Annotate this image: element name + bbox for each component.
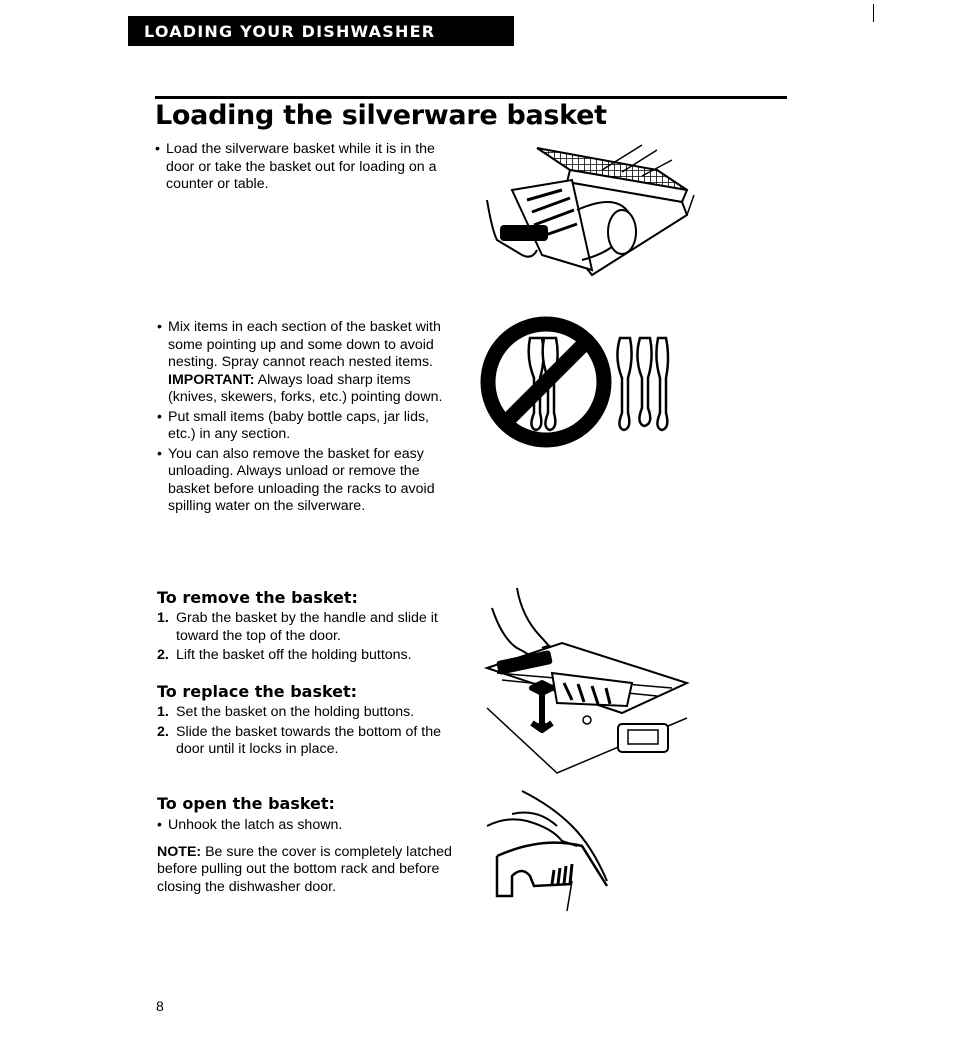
no-nesting-illustration: [482, 318, 672, 453]
step-number: 1.: [157, 610, 169, 626]
section-banner: [128, 16, 514, 46]
step-number: 1.: [157, 704, 169, 720]
title-rule: [155, 96, 787, 99]
open-section: [157, 817, 457, 896]
remove-heading: To remove the basket:: [157, 588, 358, 607]
unhook-bullet: • Unhook the latch as shown.: [157, 817, 457, 835]
remove-step: [157, 610, 462, 645]
step-number: 2.: [157, 723, 169, 740]
page-number: 8: [156, 998, 164, 1014]
intro-section: [155, 141, 460, 194]
step-text: Grab the basket by the handle and slide it toward the top of the door.: [176, 610, 438, 644]
step-text: Slide the basket towards the bottom of the door until it locks in place.: [176, 723, 441, 757]
replace-heading: To replace the basket:: [157, 682, 358, 701]
remove-step: [157, 647, 462, 665]
replace-step: [157, 724, 447, 759]
replace-step: [157, 704, 447, 722]
page-title: Loading the silverware basket: [155, 100, 607, 131]
important-label: IMPORTANT:: [168, 371, 255, 388]
replace-steps: [157, 704, 447, 759]
intro-bullet: • Load the silverware basket while it is in the door or take the basket out for loading on a counter or table.: [155, 141, 460, 194]
basket-in-door-illustration: [482, 140, 697, 285]
step-text: Set the basket on the holding buttons.: [176, 704, 415, 720]
remove-basket-illustration: [482, 588, 692, 778]
small-items-bullet: • Put small items (baby bottle caps, jar lids, etc.) in any section.: [157, 409, 457, 444]
mix-bullet: [157, 319, 457, 407]
step-text: Lift the basket off the holding buttons.: [176, 647, 412, 663]
section-banner-text: LOADING YOUR DISHWASHER: [144, 21, 436, 41]
step-number: 2.: [157, 647, 169, 663]
note-paragraph: [157, 844, 457, 897]
unhook-latch-illustration: [482, 786, 622, 916]
note-text: Be sure the cover is completely latched before pulling out the bottom rack and before closing the dishwasher door.: [157, 843, 452, 895]
important-text: Always load sharp items (knives, skewers, forks, etc.) pointing down.: [168, 371, 443, 405]
open-heading: To open the basket:: [157, 794, 335, 813]
mixing-section: [157, 319, 457, 516]
remove-steps: [157, 610, 462, 665]
mix-bullet-text: Mix items in each section of the basket with some pointing up and some down to avoid nesting. Spray cannot reach nested items.: [168, 319, 441, 370]
remove-basket-bullet: • You can also remove the basket for easy unloading. Always unload or remove the basket before unloading the racks to avoid spilling water on the silverware.: [157, 446, 457, 516]
note-label: NOTE:: [157, 843, 202, 860]
scan-mark: [873, 4, 874, 22]
